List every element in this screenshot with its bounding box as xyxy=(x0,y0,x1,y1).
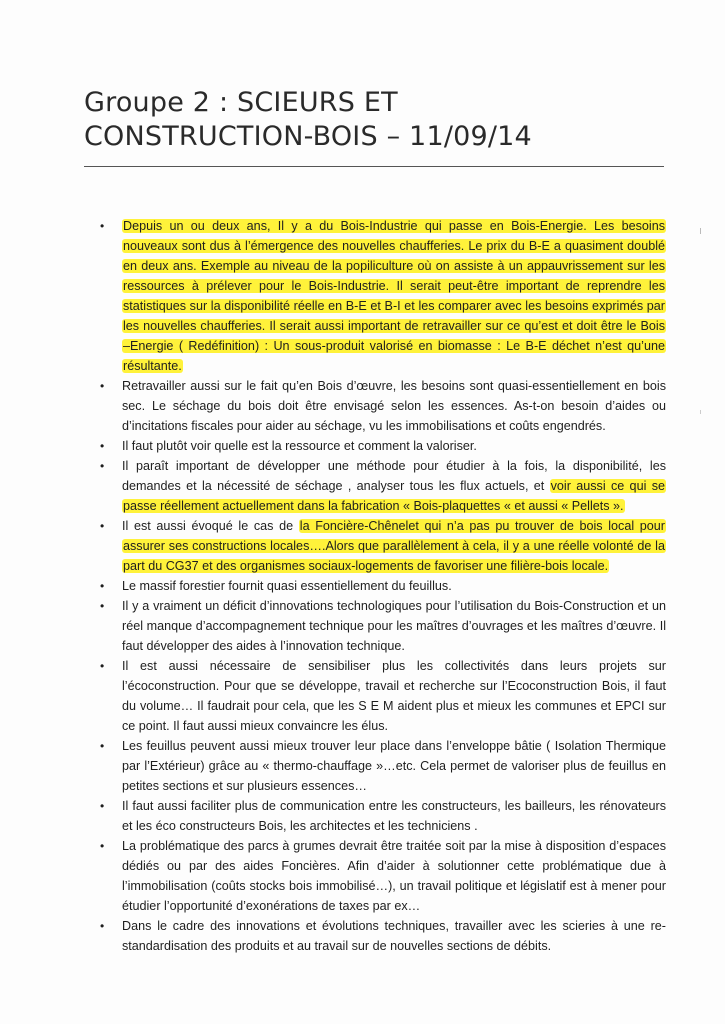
paragraph-text: Il faut plutôt voir quelle est la ressource et comment la valoriser. xyxy=(122,439,477,453)
bullet-marker: • xyxy=(100,799,105,813)
bullet-marker: • xyxy=(100,739,105,753)
bullet-marker: • xyxy=(100,579,105,593)
paragraph-text: Il y a vraiment un déficit d’innovations technologiques pour l’utilisation du Bois-Construction et un réel manque d’accompagnement technique pour les maîtres d’ouvrages et les maîtres d’œuvre. Il faut développer des aides à l’innovation technique. xyxy=(122,599,666,653)
bullet-marker: • xyxy=(100,599,105,613)
list-item xyxy=(100,436,666,456)
list-item xyxy=(100,516,666,576)
bullet-marker: • xyxy=(100,459,105,473)
list-item xyxy=(100,456,666,516)
list-item xyxy=(100,216,666,376)
bullet-marker: • xyxy=(100,519,105,533)
bullet-marker: • xyxy=(100,439,105,453)
bullet-list xyxy=(100,216,666,956)
bullet-marker: • xyxy=(100,659,105,673)
bullet-marker: • xyxy=(100,379,105,393)
scan-mark xyxy=(700,228,701,234)
paragraph-text: Retravailler aussi sur le fait qu’en Bois d’œuvre, les besoins sont quasi-essentiellement en bois sec. Le séchage du bois doit être envisagé selon les essences. As-t-on besoin d’aides ou d’incitations fiscales pour aider au séchage, vu les immobilisations et coûts engendrés. xyxy=(122,379,666,433)
title-line-1: Groupe 2 : SCIEURS ET xyxy=(84,87,398,118)
page-title xyxy=(84,86,664,154)
list-item xyxy=(100,796,666,836)
paragraph-text: Les feuillus peuvent aussi mieux trouver leur place dans l’enveloppe bâtie ( Isolation Thermique par l’Extérieur) grâce au « thermo-chauffage »…etc. Cela permet de valoriser plus de feuillus en petites sections et sur plusieurs essences… xyxy=(122,739,666,793)
paragraph-text: Il paraît important de développer une méthode pour étudier à la fois, la disponibilité, les demandes et la nécessité de séchage , analyser tous les flux actuels, et xyxy=(122,459,666,493)
title-underline xyxy=(84,166,664,167)
bullet-marker: • xyxy=(100,839,105,853)
paragraph-text: Il faut aussi faciliter plus de communication entre les constructeurs, les bailleurs, les rénovateurs et les éco constructeurs Bois, les architectes et les techniciens . xyxy=(122,799,666,833)
highlighted-text: voir aussi ce qui se passe réellement actuellement dans la fabrication « Bois-plaquettes « et aussi « Pellets ». xyxy=(123,479,665,513)
scan-mark xyxy=(700,410,701,414)
paragraph-text: Dans le cadre des innovations et évolutions techniques, travailler avec les scieries à une re-standardisation des produits et au travail sur de nouvelles sections de débits. xyxy=(122,919,666,953)
highlighted-text: la Foncière-Chênelet qui n’a pas pu trouver de bois local pour assurer ses constructions locales….Alors que parallèlement à cela, il y a une réelle volonté de la part du CG37 et des organismes sociaux-logements de favoriser une filière-bois locale. xyxy=(123,519,665,573)
paragraph-text: La problématique des parcs à grumes devrait être traitée soit par la mise à disposition d’espaces dédiés ou par des aides Foncières. Afin d’aider à solutionner cette problématique due à l’immobilisation (coûts stocks bois immobilisé…), un travail politique et législatif est à mener pour étudier l’opportunité d’exonérations de taxes par ex… xyxy=(122,839,666,913)
list-item xyxy=(100,656,666,736)
bullet-marker: • xyxy=(100,219,105,233)
list-item xyxy=(100,836,666,916)
bullet-marker: • xyxy=(100,919,105,933)
list-item xyxy=(100,736,666,796)
paragraph-text: Il est aussi nécessaire de sensibiliser plus les collectivités dans leurs projets sur l’écoconstruction. Pour que se développe, travail et recherche sur l’Ecoconstruction Bois, il faut du volume… Il faudrait pour cela, que les S E M aident plus et mieux les communes et EPCI sur ce point. Il faut aussi mieux convaincre les élus. xyxy=(122,659,666,733)
highlighted-text: Depuis un ou deux ans, Il y a du Bois-Industrie qui passe en Bois-Energie. Les besoins nouveaux sont dus à l’émergence des nouvelles chaufferies. Le prix du B-E a quasiment doublé en deux ans. Exemple au niveau de la popiliculture où on assiste à un appauvrissement sur les ressources à prélever pour le Bois-Industrie. Il serait peut-être important de reprendre les statistiques sur la disponibilité réelle en B-E et B-I et les comparer avec les besoins exprimés par les nouvelles chaufferies. Il serait aussi important de retravailler sur ce qu’est et doit être le Bois –Energie ( Redéfinition) : Un sous-produit valorisé en biomasse : Le B-E déchet n’est qu’une résultante. xyxy=(123,219,665,373)
list-item xyxy=(100,916,666,956)
title-line-2: CONSTRUCTION-BOIS – 11/09/14 xyxy=(84,121,532,152)
list-item xyxy=(100,376,666,436)
paragraph-text: Il est aussi évoqué le cas de xyxy=(122,519,299,533)
list-item xyxy=(100,576,666,596)
list-item xyxy=(100,596,666,656)
paragraph-text: Le massif forestier fournit quasi essentiellement du feuillus. xyxy=(122,579,452,593)
